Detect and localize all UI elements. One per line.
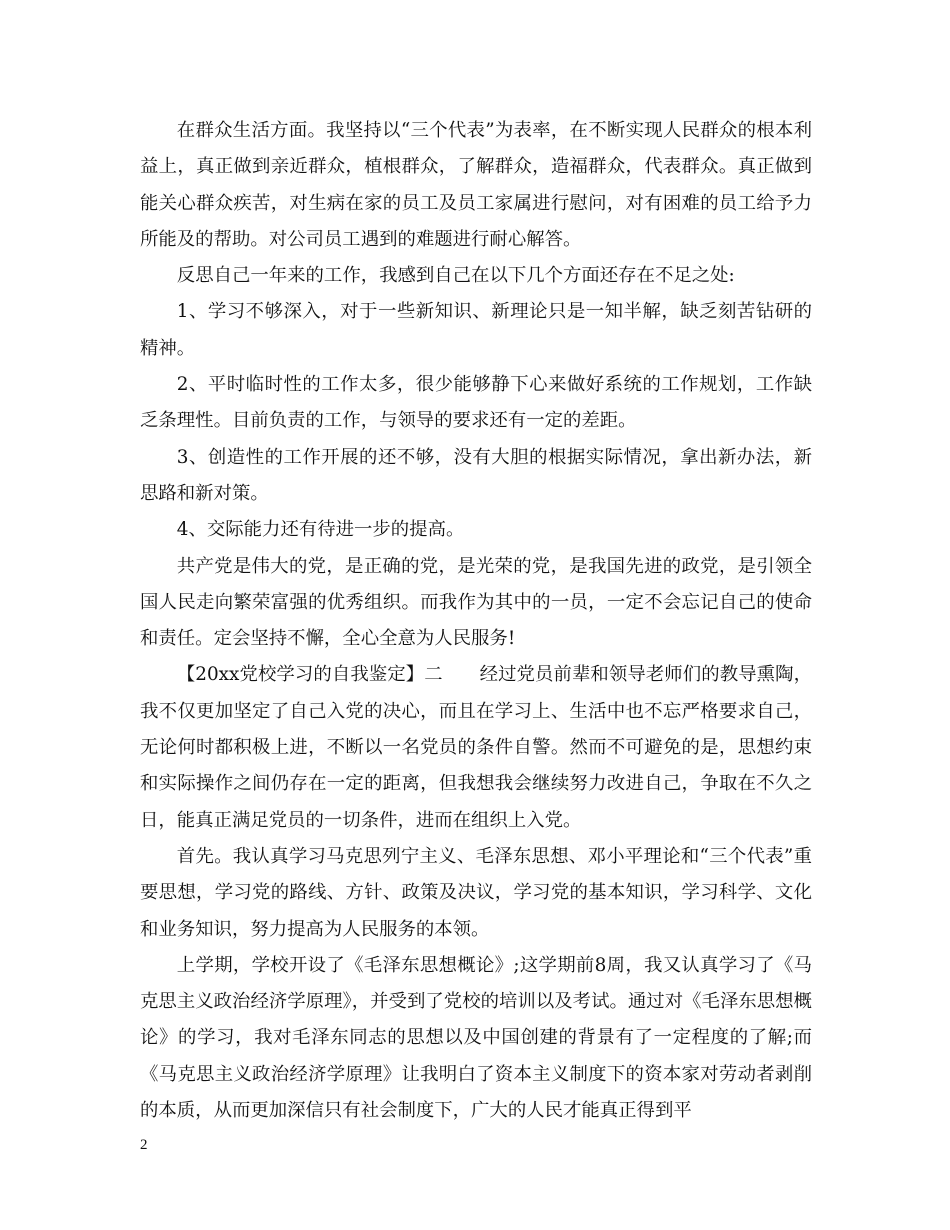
paragraph-first: 首先。我认真学习马克思列宁主义、毛泽东思想、邓小平理论和“三个代表”重要思想，学习党的路线、方针、政策及决议，学习党的基本知识，学习科学、文化和业务知识，努力提高为人民服务的本领。 [140, 845, 812, 940]
paragraph-last-semester: 上学期，学校开设了《毛泽东思想概论》;这学期前8周，我又认真学习了《马克思主义政治经济学原理》，并受到了党校的培训以及考试。通过对《毛泽东思想概论》的学习，我对毛泽东同志的思想以及中国创建的背景有了一定程度的了解;而《马克思主义政治经济学原理》让我明白了资本主义制度下的资本家对劳动者剥削的本质，从而更加深信只有社会制度下，广大的人民才能真正得到平 [140, 954, 812, 1122]
paragraph-item-3: 3、创造性的工作开展的还不够，没有大胆的根据实际情况，拿出新办法，新思路和新对策。 [140, 446, 812, 504]
paragraph-item-2: 2、平时临时性的工作太多，很少能够静下心来做好系统的工作规划，工作缺乏条理性。目前负责的工作，与领导的要求还有一定的差距。 [140, 374, 812, 432]
paragraph-item-1: 1、学习不够深入，对于一些新知识、新理论只是一知半解，缺乏刻苦钻研的精神。 [140, 301, 812, 359]
paragraph-self-appraisal: 【20xx党校学习的自我鉴定】二 经过党员前辈和领导老师们的教导熏陶，我不仅更加坚定了自己入党的决心，而且在学习上、生活中也不忘严格要求自己，无论何时都积极上进，不断以一名党员的条件自警。然而不可避免的是，思想约束和实际操作之间仍存在一定的距离，但我想我会继续努力改进自己，争取在不久之日，能真正满足党员的一切条件，进而在组织上入党。 [140, 664, 812, 831]
paragraph-reflection: 反思自己一年来的工作，我感到自己在以下几个方面还存在不足之处: [176, 265, 735, 287]
paragraph-item-4: 4、交际能力还有待进一步的提高。 [176, 519, 465, 541]
page-number: 2 [140, 1137, 148, 1153]
paragraph-group-life: 在群众生活方面。我坚持以“三个代表”为表率，在不断实现人民群众的根本利益上，真正做到亲近群众，植根群众，了解群众，造福群众，代表群众。真正做到能关心群众疾苦，对生病在家的员工及员工家属进行慰问，对有困难的员工给予力所能及的帮助。对公司员工遇到的难题进行耐心解答。 [140, 120, 812, 250]
paragraph-party: 共产党是伟大的党，是正确的党，是光荣的党，是我国先进的政党，是引领全国人民走向繁荣富强的优秀组织。而我作为其中的一员，一定不会忘记自己的使命和责任。定会坚持不懈，全心全意为人民服务! [140, 555, 812, 650]
body-text [140, 113, 812, 1129]
